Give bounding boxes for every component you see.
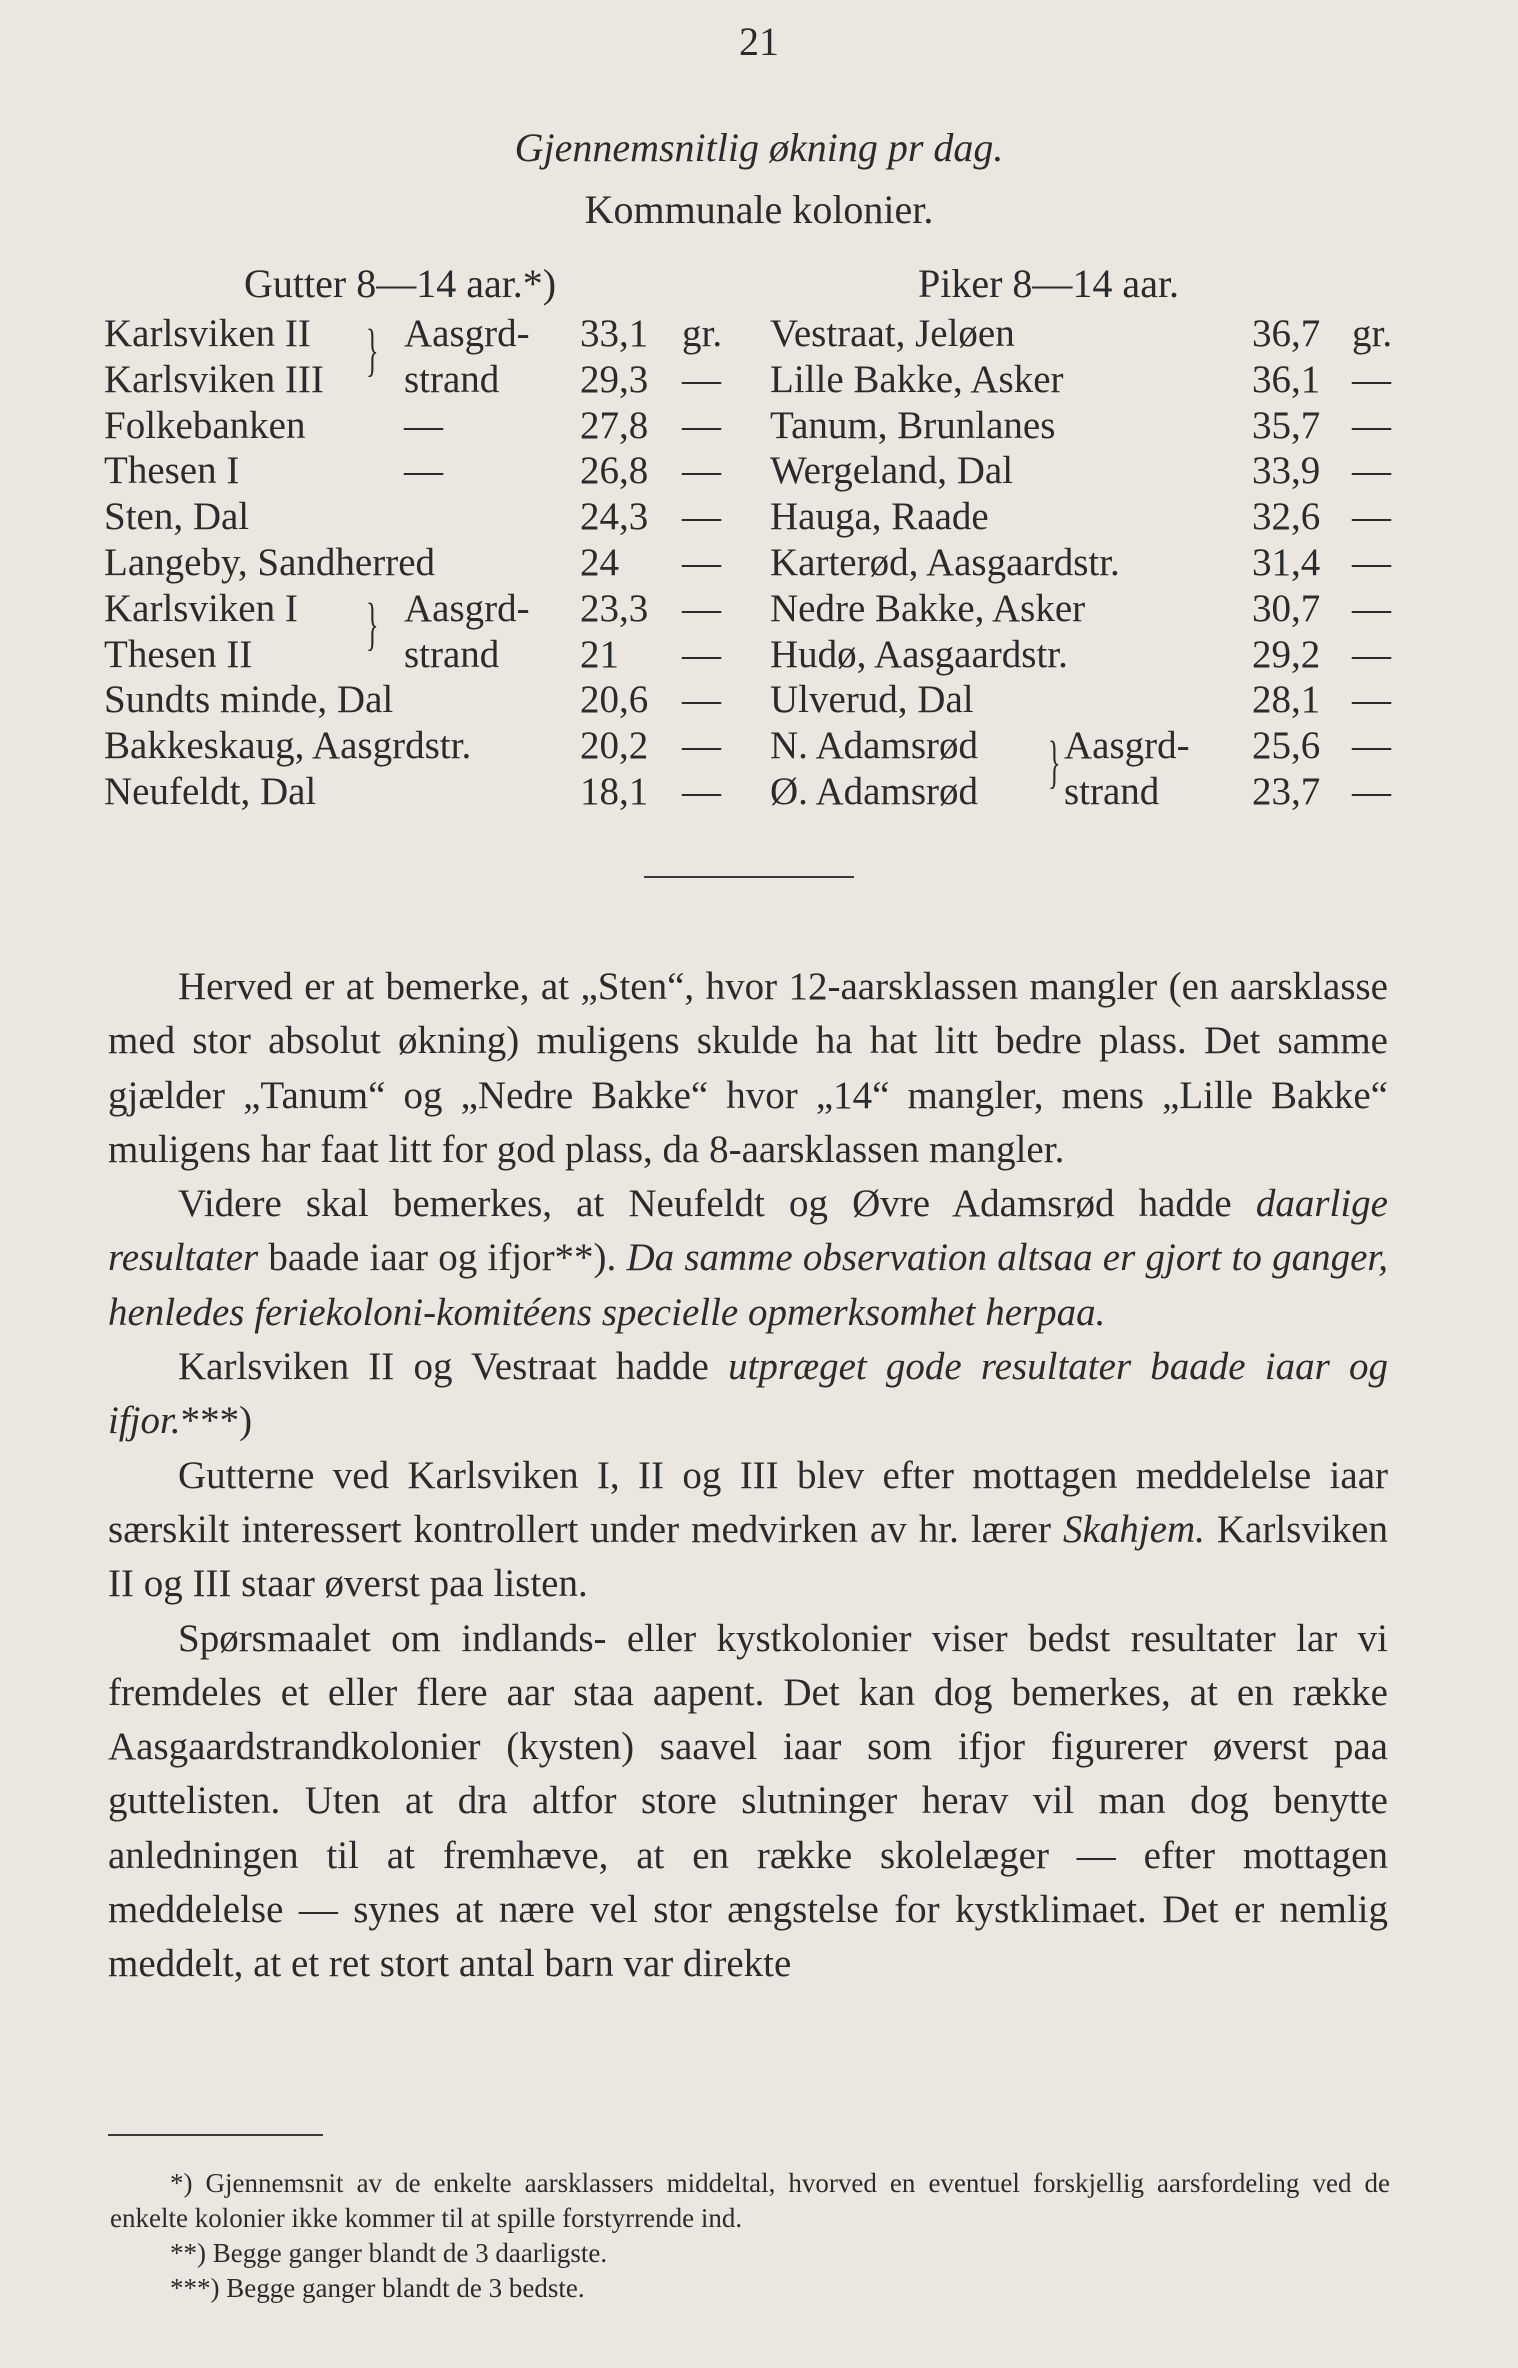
girl-name: Wergeland, Dal (770, 449, 1014, 493)
boy-value: 20,6 (580, 678, 649, 722)
girl-value: 31,4 (1252, 541, 1321, 584)
girl-value: 33,9 (1252, 449, 1321, 493)
boy-unit: gr. (682, 312, 723, 355)
boy-name: Karlsviken II (104, 312, 311, 355)
footnotes (110, 2166, 1390, 2306)
boy-value: 21 (580, 632, 619, 676)
text: Karlsviken II og III staar øverst paa listen. (108, 1507, 1388, 1606)
boy-name: Sten, Dal (104, 495, 250, 539)
girl-unit: — (1352, 724, 1391, 768)
boy-place: — (404, 449, 443, 493)
footnote: *) Gjennemsnit av de enkelte aarsklassers middeltal, hvorved en eventuel forskjellig aarsfordeling ved de enkelte kolonier ikke kommer til at spille forstyrrende ind. (110, 2168, 1390, 2233)
footnote: ***) Begge ganger blandt de 3 bedste. (170, 2273, 585, 2303)
body-text (108, 960, 1388, 1992)
girl-name: Ulverud, Dal (770, 678, 974, 722)
girls-heading: Piker 8—14 aar. (918, 261, 1180, 306)
boy-unit: — (682, 770, 721, 813)
boy-value: 24 (580, 541, 619, 584)
girl-name: Nedre Bakke, Asker (770, 586, 1086, 630)
table-subtitle: Kommunale kolonier. (584, 187, 934, 232)
text: baade iaar og ifjor**). (258, 1236, 627, 1280)
girl-name: Ø. Adamsrød (770, 770, 978, 813)
boy-place: Aasgrd- (404, 312, 530, 355)
footnote: **) Begge ganger blandt de 3 daarligste. (170, 2238, 608, 2268)
italic-text: Da samme observation altsaa er gjort to ganger, henledes feriekoloni-komitéens specielle opmerksomhet herpaa. (108, 1236, 1388, 1334)
boy-name: Karlsviken I (104, 586, 298, 630)
boys-heading: Gutter 8—14 aar.*) (244, 261, 557, 306)
girl-value: 32,6 (1252, 495, 1321, 539)
girl-name: Karterød, Aasgaardstr. (770, 541, 1120, 584)
boy-value: 29,3 (580, 357, 649, 401)
boy-unit: — (682, 449, 721, 493)
girl-name: Lille Bakke, Asker (770, 357, 1064, 401)
boy-name: Karlsviken III (104, 357, 324, 401)
boy-unit: — (682, 403, 721, 447)
girl-value: 35,7 (1252, 403, 1321, 447)
paragraph (108, 960, 1388, 1177)
boy-unit: — (682, 495, 721, 539)
text: Spørsmaalet om indlands- eller kystkolonier viser bedst resultater lar vi fremdeles et eller flere aar staa aapent. Det kan dog bemerkes, at en række Aasgaardstrandkolonier (kysten) saavel iaar som ifjor figurerer øverst paa guttelisten. Uten at dra altfor store slutninger herav vil man dog benytte anledningen til at fremhæve, at en række skolelæger — efter mottagen meddelelse — synes at nære vel stor ængstelse for kystklimaet. Det er nemlig meddelt, at et ret stort antal barn var direkte (108, 1616, 1388, 1986)
paragraph (108, 1177, 1388, 1340)
boy-value: 23,3 (580, 586, 649, 630)
boy-place: Aasgrd- (404, 586, 530, 630)
italic-text: utpræget gode resultater baade iaar og ifjor. (108, 1345, 1389, 1443)
paragraph (108, 1340, 1388, 1449)
boy-place: — (404, 403, 443, 447)
boy-value: 18,1 (580, 770, 649, 813)
boy-unit: — (682, 541, 721, 584)
boy-unit: — (682, 678, 721, 722)
girl-name: Vestraat, Jeløen (770, 312, 1015, 355)
boy-value: 24,3 (580, 495, 649, 539)
paragraph (108, 1449, 1388, 1612)
section-divider (644, 876, 854, 878)
girl-value: 36,7 (1252, 312, 1321, 355)
boy-value: 27,8 (580, 403, 649, 447)
girl-unit: gr. (1352, 312, 1393, 355)
girl-name: Hauga, Raade (770, 495, 989, 539)
page-number: 21 (739, 19, 779, 64)
girl-value: 25,6 (1252, 724, 1321, 768)
girl-unit: — (1352, 449, 1391, 493)
boy-unit: — (682, 632, 721, 676)
boy-name: Sundts minde, Dal (104, 678, 394, 722)
text: ***) (180, 1399, 253, 1443)
footnote-divider (108, 2134, 323, 2136)
boy-place: strand (404, 632, 500, 676)
boy-value: 26,8 (580, 449, 649, 493)
girl-unit: — (1352, 495, 1391, 539)
girl-name: Hudø, Aasgaardstr. (770, 632, 1068, 676)
italic-text: Skahjem. (1062, 1507, 1205, 1551)
italic-text: daarlige resultater (108, 1182, 1388, 1280)
boy-name: Thesen I (104, 449, 240, 493)
girl-value: 36,1 (1252, 357, 1321, 401)
boy-unit: — (682, 586, 721, 630)
girl-unit: — (1352, 586, 1391, 630)
brace-adamsrod: } (1048, 729, 1061, 794)
girl-name: Tanum, Brunlanes (770, 403, 1056, 447)
girl-unit: — (1352, 541, 1391, 584)
girl-name: N. Adamsrød (770, 724, 978, 768)
girl-unit: — (1352, 632, 1391, 676)
boy-unit: — (682, 724, 721, 768)
girl-value: 30,7 (1252, 586, 1321, 630)
girl-place: Aasgrd- (1064, 724, 1190, 768)
boy-name: Folkebanken (104, 403, 306, 447)
girl-value: 23,7 (1252, 770, 1321, 813)
boy-name: Langeby, Sandherred (104, 541, 436, 584)
table-title: Gjennemsnitlig økning pr dag. (514, 125, 1004, 170)
brace-karlsviken-i-thesen-ii: } (366, 591, 379, 656)
text: Herved er at bemerke, at „Sten“, hvor 12-aarsklassen mangler (en aarsklasse med stor absolut økning) muligens skulde ha hat litt bedre plass. Det samme gjælder „Tanum“ og „Nedre Bakke“ hvor „14“ mangler, mens „Lille Bakke“ muligens har faat litt for god plass, da 8-aarsklassen mangler. (108, 965, 1388, 1171)
boy-place: strand (404, 357, 500, 401)
boy-value: 20,2 (580, 724, 649, 768)
girl-value: 29,2 (1252, 632, 1321, 676)
girl-unit: — (1352, 357, 1391, 401)
text: Videre skal bemerkes, at Neufeldt og Øvre Adamsrød hadde (178, 1182, 1256, 1226)
brace-karlsviken-ii-iii: } (366, 317, 379, 382)
girl-unit: — (1352, 403, 1391, 447)
text: Gutterne ved Karlsviken I, II og III blev efter mottagen meddelelse iaar særskilt interessert kontrollert under medvirken av hr. lærer (108, 1453, 1388, 1551)
girl-unit: — (1352, 770, 1391, 813)
boy-unit: — (682, 357, 721, 401)
boy-value: 33,1 (580, 312, 649, 355)
girl-value: 28,1 (1252, 678, 1321, 722)
boy-name: Bakkeskaug, Aasgrdstr. (104, 724, 472, 768)
boy-name: Neufeldt, Dal (104, 770, 317, 813)
paragraph (108, 1612, 1388, 1992)
text: Karlsviken II og Vestraat hadde (178, 1345, 729, 1389)
girl-place: strand (1064, 770, 1160, 813)
girl-unit: — (1352, 678, 1391, 722)
boy-name: Thesen II (104, 632, 253, 676)
